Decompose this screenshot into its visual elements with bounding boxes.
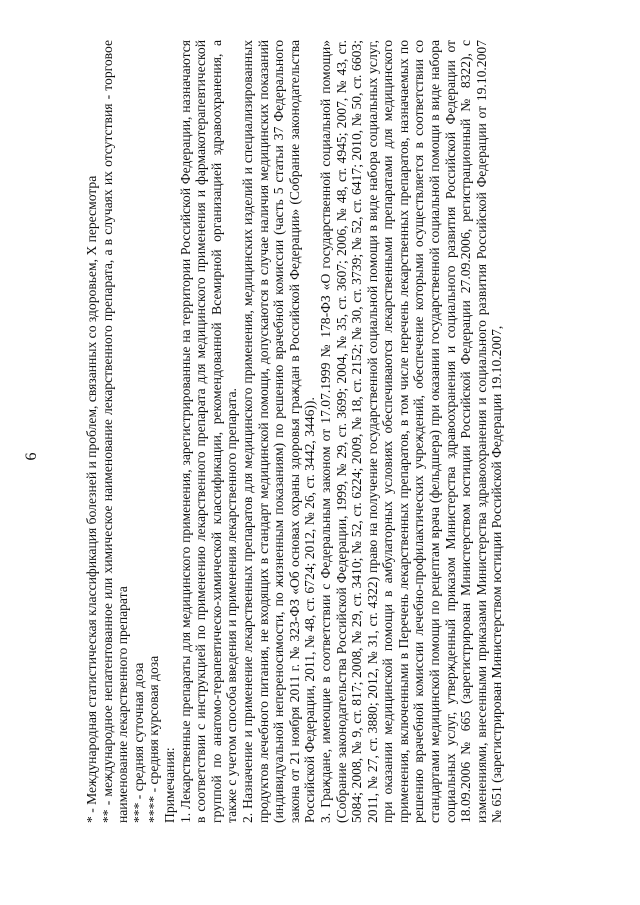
note-3: 3. Граждане, имеющие в соответствии с Федеральным законом от 17.07.1999 № 178-ФЗ «О государственной социальной помощи» (Собрание законодательства Российской Федерации, 1999, № 29, ст. 3699; 2004, № 35, ст. 3607; 2006, № 48, ст. 4945; 2007, № 43, ст. 5084; 2008, № 9, ст. 817; 2008, № 29, ст. 3410; № 52, ст. 6224; 2009, № 18, ст. 2152; № 30, ст. 3739; № 52, ст. 6417; 2010, № 50, ст. 6603; 2011, № 27, ст. 3880; 2012, № 31, ст. 4322) право на получение государственной социальной помощи в виде набора социальных услуг, при оказании медицинской помощи в амбулаторных условиях обеспечиваются лекарственными препаратами для медицинского применения, включенными в Перечень лекарственных препаратов, в том числе перечень лекарственных препаратов, назначаемых по решению врачебной комиссии лечебно-профилактических учреждений, обеспечение которыми осуществляется в соответствии со стандартами медицинской помощи по рецептам врача (фельдшера) при оказании государственной социальной помощи в виде набора социальных услуг, утвержденный приказом Министерства здравоохранения и социального развития Российской Федерации от 18.09.2006 № 665 (зарегистрирован Министерством юстиции Российской Федерации 27.09.2006, регистрационный № 8322), с изменениями, внесенными приказами Министерства здравоохранения и социального развития Российской Федерации от 19.10.2007 № 651 (зарегистрирован Министерством юстиции Российской Федерации 19.10.2007, [317,40,505,823]
footnotes-block [84,40,162,823]
footnote-course-dose: **** - средняя курсовая доза [146,655,162,823]
footnote-icd: * - Международная статистическая классификация болезней и проблем, связанных со здоровьем, X пересмотра [84,175,99,823]
note-2: 2. Назначение и применение лекарственных препаратов для медицинского применения, медицинских изделий и специализированных продуктов лечебного питания, не входящих в стандарт медицинской помощи, допускаются в случае наличия медицинских показаний (индивидуальной непереносимости, по жизненным показаниям) по решению врачебной комиссии (часть 5 статьи 37 Федерального закона от 21 ноября 2011 г. № 323-ФЗ «Об основах охраны здоровья граждан в Российской Федерации» (Собрание законодательства Российской Федерации, 2011, № 48, ст. 6724; 2012, № 26, ст. 3442, 3446)). [239,40,318,823]
note-1: 1. Лекарственные препараты для медицинского применения, зарегистрированные на территории Российской Федерации, назначаются в соответствии с инструкцией по применению лекарственного препарата для медицинского применения и фармакотерапевтической группой по анатомо-терапевтическо-химической классификации, рекомендованной Всемирной организацией здравоохранения, а также с учетом способа введения и применения лекарственного препарата. [177,40,240,823]
notes-heading: Примечания: [161,747,177,823]
notes-block [162,40,505,823]
footnote-daily-dose: *** - средняя суточная доза [130,662,146,823]
document-body [84,40,505,823]
page-number: 6 [23,452,40,461]
footnote-inn: ** - международное непатентованное или химическое наименование лекарственного препарата, а в случаях их отсутствия - торговое наименование лекарственного препарата [99,40,131,823]
